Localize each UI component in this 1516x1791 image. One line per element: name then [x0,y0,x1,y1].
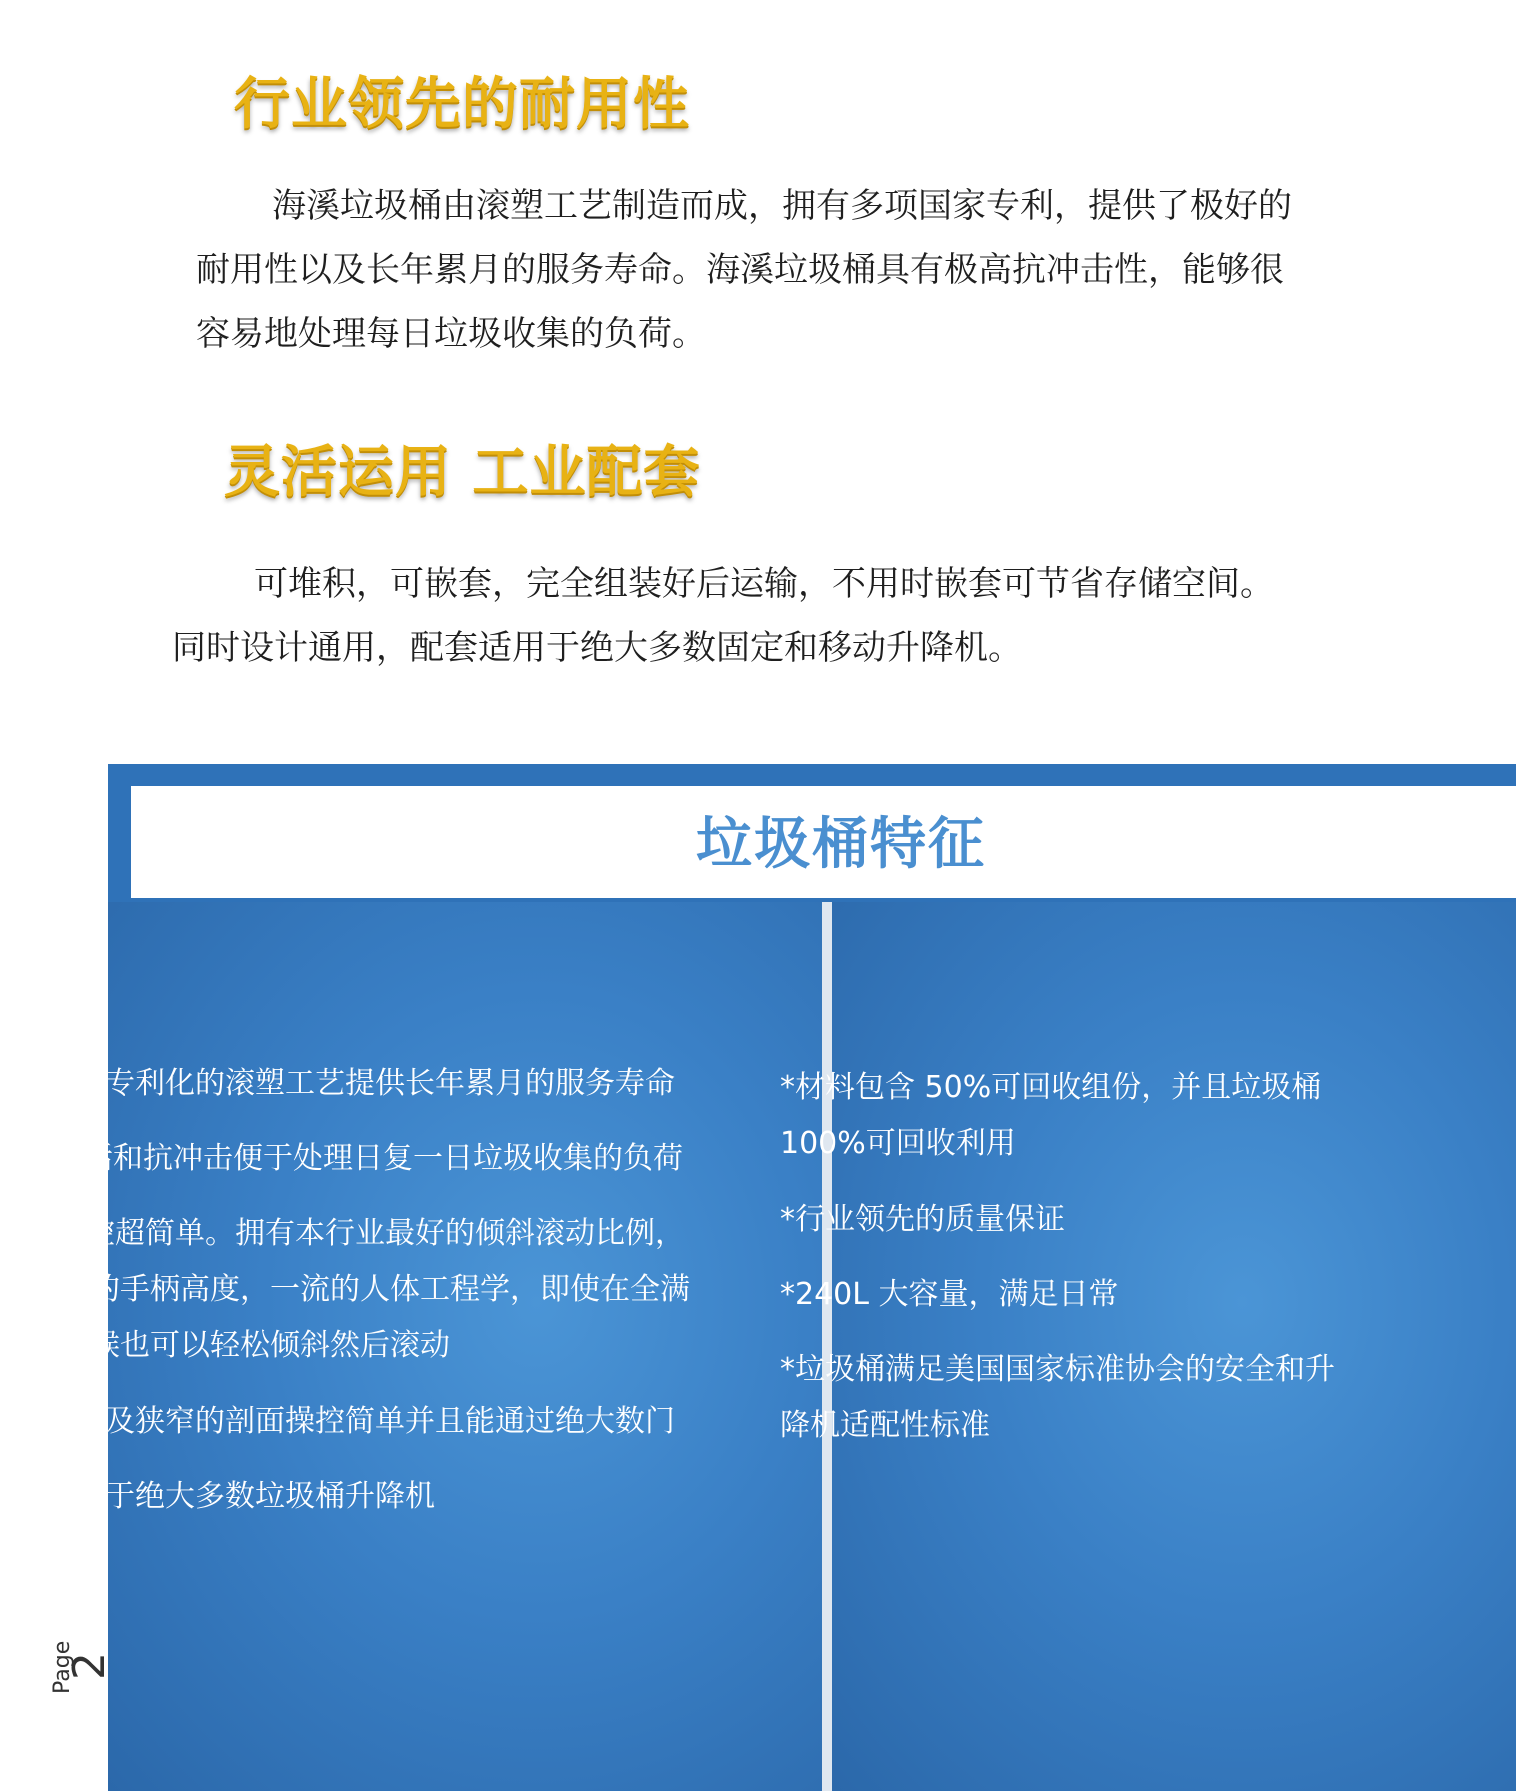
feature-item: *行业领先的质量保证 [780,1202,1065,1237]
page-number: 2 [64,1652,115,1680]
page-label: Page [50,1640,75,1694]
paragraph-line: 同时设计通用，配套适用于绝大多数固定和移动升降机。 [172,628,1022,668]
paragraph-line [196,174,1292,238]
feature-item-line-text: *操控超简单。拥有本行业最好的倾斜滚动比例， [40,1216,685,1251]
feature-item-line [30,1206,690,1262]
section-heading-durability: 行业领先的耐用性 [234,72,690,137]
paragraph-line [172,552,1274,616]
feature-item [780,1342,1335,1454]
paragraph-line-text: 可堆积，可嵌套，完全组装好后运输，不用时嵌套可节省存储空间。 [254,564,1274,604]
feature-item: *通过专利化的滚塑工艺提供长年累月的服务寿命 [30,1066,675,1101]
feature-item [30,1206,690,1374]
feature-item: *灵活和抗冲击便于处理日复一日垃圾收集的负荷 [38,1141,683,1176]
paragraph-line-text: 海溪垃圾桶由滚塑工艺制造而成，拥有多项国家专利，提供了极好的 [272,186,1292,226]
feature-item-line: 降机适配性标准 [780,1408,990,1443]
feature-item: *低以及狭窄的剖面操控简单并且能通过绝大数门 [30,1404,675,1439]
paragraph-line: 容易地处理每日垃圾收集的负荷。 [196,314,706,354]
features-title-box [131,786,1516,898]
paragraph-line: 耐用性以及长年累月的服务寿命。海溪垃圾桶具有极高抗冲击性，能够很 [196,250,1284,290]
feature-item-line: *材料包含 50%可回收组份，并且垃圾桶 [780,1070,1322,1105]
flexible-use-paragraph [172,552,1274,680]
durability-paragraph [196,174,1292,366]
feature-item-line: 100%可回收利用 [780,1126,1016,1161]
feature-item [780,1060,1321,1172]
features-title: 垃圾桶特征 [696,812,986,877]
page-marker [50,1630,115,1710]
section-heading-flexible-use: 灵活运用 工业配套 [224,440,701,505]
feature-item-line: 理想的手柄高度，一流的人体工程学，即使在全满 [30,1272,690,1307]
feature-item: *240L 大容量，满足日常 [780,1277,1119,1312]
feature-item: *适用于绝大多数垃圾桶升降机 [30,1479,435,1514]
feature-item-line: 的时候也可以轻松倾斜然后滚动 [30,1328,450,1363]
feature-item-line: *垃圾桶满足美国国家标准协会的安全和升 [780,1352,1335,1387]
